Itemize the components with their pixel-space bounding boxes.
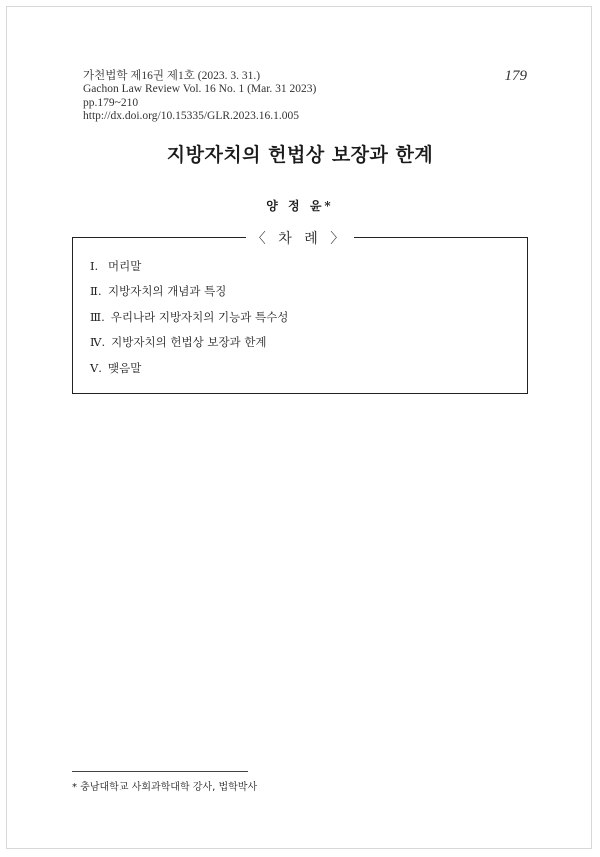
toc-item-label: 머리말 [108, 258, 142, 273]
author-footnote: * 충남대학교 사회과학대학 강사, 법학박사 [72, 782, 258, 793]
toc-item-number: Ⅲ. [90, 309, 105, 324]
page-border [6, 6, 592, 849]
toc-item-label: 지방자치의 개념과 특징 [108, 284, 227, 299]
toc-heading [0, 228, 600, 248]
toc-item [90, 279, 288, 305]
page-number: 179 [504, 68, 527, 84]
toc-item [90, 355, 288, 381]
toc-heading-label: 〈 차 례 〉 [246, 228, 354, 248]
doi-link[interactable]: http://dx.doi.org/10.15335/GLR.2023.16.1.005 [83, 110, 300, 123]
toc-list [90, 253, 288, 381]
toc-item [90, 253, 288, 279]
toc-item-label: 맺음말 [108, 360, 142, 375]
toc-item-number: Ⅳ. [90, 335, 106, 350]
toc-item-number: Ⅱ. [90, 284, 102, 299]
toc-item-number: Ⅰ. [90, 258, 99, 273]
footnote-divider [72, 771, 248, 772]
journal-issue-korean: 가천법학 제16권 제1호 (2023. 3. 31.) [83, 70, 261, 82]
page-range: pp.179~210 [83, 96, 139, 109]
toc-item [90, 304, 288, 330]
toc-item-label: 지방자치의 헌법상 보장과 한계 [111, 335, 267, 350]
toc-item-label: 우리나라 지방자치의 기능과 특수성 [110, 309, 289, 324]
article-title: 지방자치의 헌법상 보장과 한계 [166, 144, 434, 166]
author-name: 양 정 윤* [266, 199, 334, 213]
toc-item [90, 330, 288, 356]
journal-issue-english: Gachon Law Review Vol. 16 No. 1 (Mar. 31 2023) [83, 83, 317, 96]
toc-item-number: Ⅴ. [90, 360, 102, 375]
journal-citation-header [83, 70, 316, 124]
